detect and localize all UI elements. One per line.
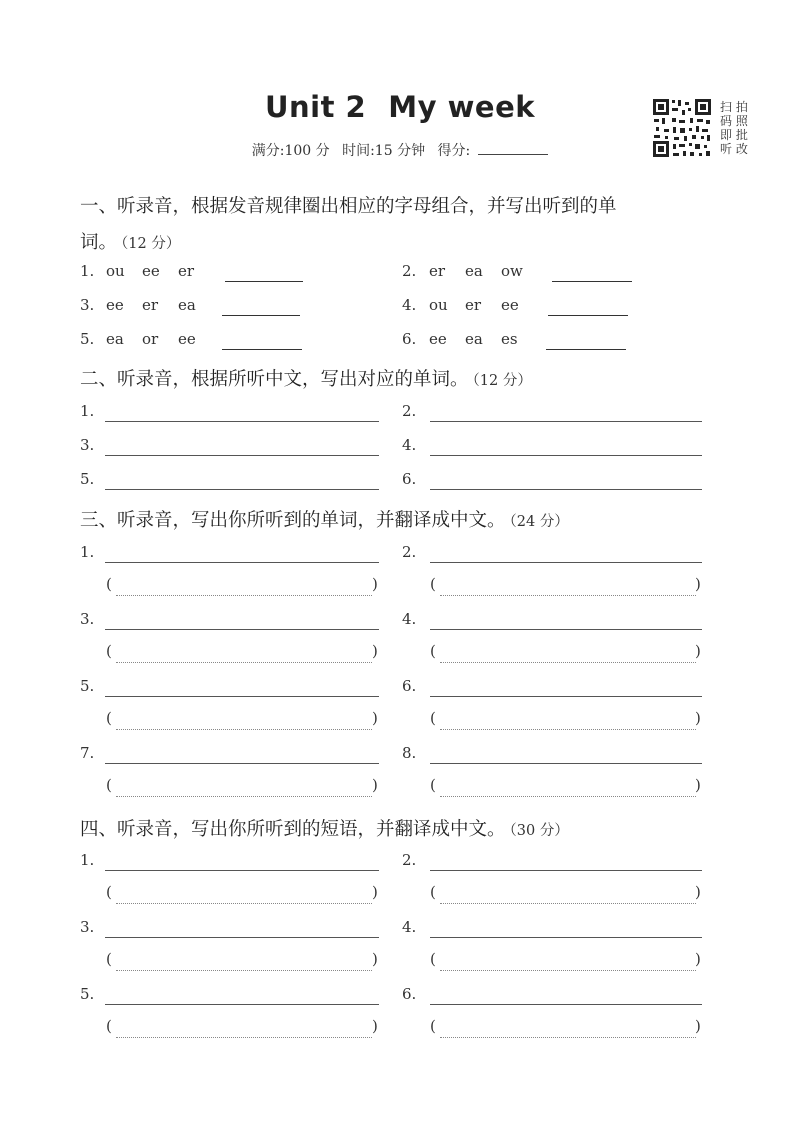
letter-option[interactable]: ea <box>465 330 483 348</box>
answer-line[interactable] <box>430 561 702 563</box>
letter-option[interactable]: ee <box>429 330 447 348</box>
score-label: 得分: <box>437 143 471 159</box>
answer-line[interactable] <box>430 695 702 697</box>
close-paren: ) <box>695 776 701 794</box>
item-number: 2. <box>402 851 417 869</box>
answer-blank[interactable] <box>222 348 302 350</box>
open-paren: ( <box>430 883 436 901</box>
translation-line[interactable] <box>116 594 372 596</box>
answer-blank[interactable] <box>548 314 628 316</box>
letter-option[interactable]: ee <box>178 330 196 348</box>
letter-options <box>106 262 214 280</box>
item-number: 4. <box>402 436 417 454</box>
qr-code-icon[interactable] <box>652 98 712 158</box>
item-number: 2. <box>402 402 417 420</box>
close-paren: ) <box>372 709 378 727</box>
translation-line[interactable] <box>440 661 696 663</box>
section3-points: （24 分） <box>509 514 569 530</box>
letter-option[interactable]: er <box>178 262 195 280</box>
section3-heading: 三、听录音，写出你所听到的单词，并翻译成中文。 （24 分） <box>80 510 569 531</box>
open-paren: ( <box>430 709 436 727</box>
translation-line[interactable] <box>116 969 372 971</box>
open-paren: ( <box>106 575 112 593</box>
answer-line[interactable] <box>105 869 379 871</box>
item-number: 3. <box>80 918 95 936</box>
letter-option[interactable]: ea <box>178 296 196 314</box>
close-paren: ) <box>695 950 701 968</box>
section1-heading-cont: 词。 （12 分） <box>80 232 181 253</box>
item-number: 6. <box>402 470 417 488</box>
letter-option[interactable]: es <box>501 330 518 348</box>
item-number: 4. <box>402 610 417 628</box>
close-paren: ) <box>372 1017 378 1035</box>
translation-line[interactable] <box>116 902 372 904</box>
score-blank[interactable] <box>478 142 548 155</box>
letter-option[interactable]: er <box>465 296 482 314</box>
translation-line[interactable] <box>440 902 696 904</box>
item-number: 1. <box>80 402 95 420</box>
section2-points: （12 分） <box>472 373 532 389</box>
open-paren: ( <box>430 776 436 794</box>
qr-caption: 扫 拍 码 照 即 批 听 改 <box>720 100 748 156</box>
letter-option[interactable]: er <box>429 262 446 280</box>
close-paren: ) <box>695 575 701 593</box>
item-number: 3. <box>80 296 95 314</box>
translation-line[interactable] <box>116 795 372 797</box>
open-paren: ( <box>430 950 436 968</box>
close-paren: ) <box>695 709 701 727</box>
close-paren: ) <box>695 642 701 660</box>
open-paren: ( <box>106 1017 112 1035</box>
open-paren: ( <box>430 642 436 660</box>
translation-line[interactable] <box>440 795 696 797</box>
answer-line[interactable] <box>430 762 702 764</box>
section4-points: （30 分） <box>509 823 569 839</box>
answer-line[interactable] <box>105 762 379 764</box>
section4-heading: 四、听录音，写出你所听到的短语，并翻译成中文。 （30 分） <box>80 819 569 840</box>
item-number: 4. <box>402 296 417 314</box>
item-number: 6. <box>402 330 417 348</box>
letter-options <box>429 296 537 314</box>
answer-line[interactable] <box>105 628 379 630</box>
item-number: 6. <box>402 677 417 695</box>
answer-line[interactable] <box>105 420 379 422</box>
answer-line[interactable] <box>105 561 379 563</box>
open-paren: ( <box>106 642 112 660</box>
answer-line[interactable] <box>430 454 702 456</box>
section2-heading: 二、听录音，根据所听中文，写出对应的单词。 （12 分） <box>80 369 532 390</box>
letter-option[interactable]: ee <box>142 262 160 280</box>
letter-option[interactable]: ee <box>106 296 124 314</box>
answer-line[interactable] <box>430 488 702 490</box>
item-number: 3. <box>80 436 95 454</box>
translation-line[interactable] <box>440 594 696 596</box>
item-number: 1. <box>80 851 95 869</box>
answer-line[interactable] <box>430 420 702 422</box>
letter-option[interactable]: er <box>142 296 159 314</box>
open-paren: ( <box>430 575 436 593</box>
section1-heading: 一、听录音，根据发音规律圈出相应的字母组合，并写出听到的单 <box>80 196 617 217</box>
letter-options <box>106 330 214 348</box>
answer-blank[interactable] <box>552 280 632 282</box>
translation-line[interactable] <box>116 1036 372 1038</box>
close-paren: ) <box>372 776 378 794</box>
open-paren: ( <box>430 1017 436 1035</box>
item-number: 6. <box>402 985 417 1003</box>
answer-line[interactable] <box>105 695 379 697</box>
item-number: 1. <box>80 543 95 561</box>
item-number: 1. <box>80 262 95 280</box>
item-number: 5. <box>80 330 95 348</box>
letter-option[interactable]: ea <box>465 262 483 280</box>
answer-line[interactable] <box>430 1003 702 1005</box>
letter-option[interactable]: ou <box>106 262 125 280</box>
letter-options <box>429 330 537 348</box>
answer-line[interactable] <box>105 1003 379 1005</box>
close-paren: ) <box>695 883 701 901</box>
full-score: 满分:100 分 <box>251 143 330 159</box>
answer-blank[interactable] <box>546 348 626 350</box>
item-number: 8. <box>402 744 417 762</box>
item-number: 3. <box>80 610 95 628</box>
close-paren: ) <box>372 950 378 968</box>
title-topic: My week <box>388 90 536 124</box>
translation-line[interactable] <box>440 1036 696 1038</box>
item-number: 5. <box>80 677 95 695</box>
close-paren: ) <box>695 1017 701 1035</box>
item-number: 2. <box>402 543 417 561</box>
close-paren: ) <box>372 642 378 660</box>
translation-line[interactable] <box>440 969 696 971</box>
answer-line[interactable] <box>430 869 702 871</box>
answer-line[interactable] <box>430 628 702 630</box>
letter-option[interactable]: or <box>142 330 159 348</box>
translation-line[interactable] <box>116 661 372 663</box>
open-paren: ( <box>106 709 112 727</box>
letter-options <box>429 262 537 280</box>
answer-blank[interactable] <box>225 280 303 282</box>
open-paren: ( <box>106 776 112 794</box>
letter-option[interactable]: ow <box>501 262 523 280</box>
answer-blank[interactable] <box>222 314 300 316</box>
letter-option[interactable]: ee <box>501 296 519 314</box>
answer-line[interactable] <box>105 488 379 490</box>
translation-line[interactable] <box>440 728 696 730</box>
letter-options <box>106 296 214 314</box>
close-paren: ) <box>372 575 378 593</box>
answer-line[interactable] <box>105 454 379 456</box>
time-limit: 时间:15 分钟 <box>342 143 426 159</box>
translation-line[interactable] <box>116 728 372 730</box>
letter-option[interactable]: ea <box>106 330 124 348</box>
letter-option[interactable]: ou <box>429 296 448 314</box>
item-number: 5. <box>80 470 95 488</box>
item-number: 5. <box>80 985 95 1003</box>
answer-line[interactable] <box>105 936 379 938</box>
open-paren: ( <box>106 883 112 901</box>
answer-line[interactable] <box>430 936 702 938</box>
item-number: 2. <box>402 262 417 280</box>
item-number: 7. <box>80 744 95 762</box>
item-number: 4. <box>402 918 417 936</box>
title-unit: Unit 2 <box>264 90 367 124</box>
open-paren: ( <box>106 950 112 968</box>
section1-points: （12 分） <box>121 236 181 252</box>
close-paren: ) <box>372 883 378 901</box>
